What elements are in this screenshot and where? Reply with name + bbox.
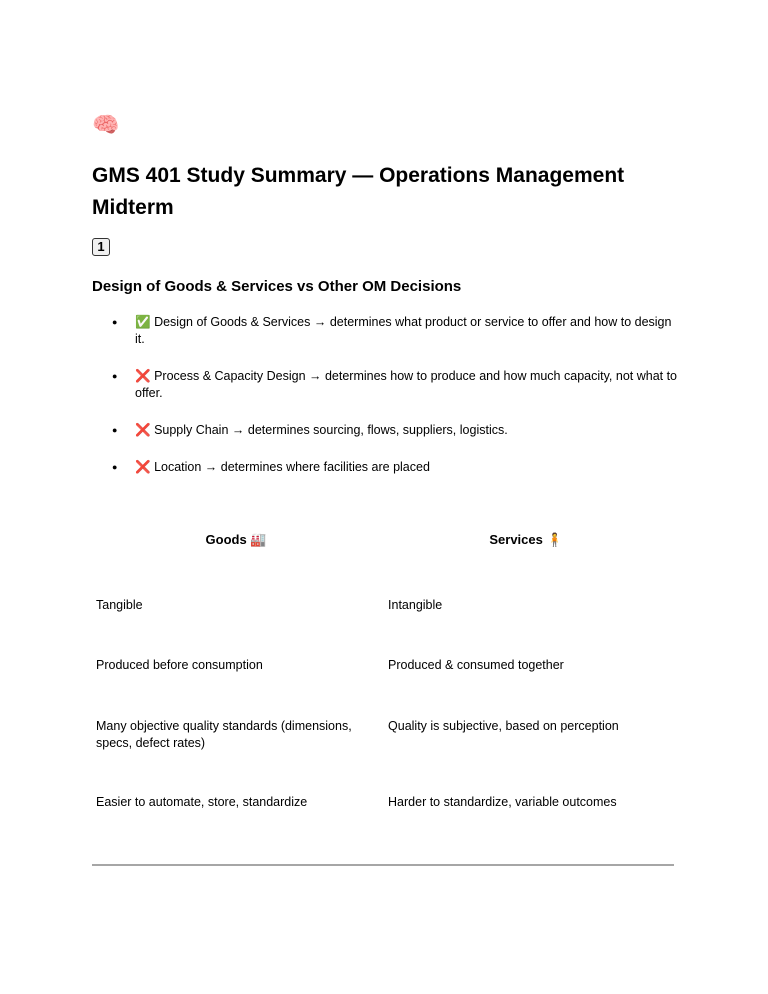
bullet-text: Supply Chain → determines sourcing, flows, suppliers, logistics. [154, 423, 508, 437]
page-title: GMS 401 Study Summary — Operations Management Midterm [92, 164, 625, 219]
table-cell-goods: Many objective quality standards (dimensions, specs, defect rates) [96, 719, 352, 750]
table-cell-goods: Tangible [96, 598, 143, 612]
brain-icon: 🧠 [92, 112, 120, 137]
cross-mark-icon: ❌ [135, 423, 151, 437]
header-goods: Goods 🏭 [205, 532, 267, 547]
cross-mark-icon: ❌ [135, 369, 151, 383]
table-row [92, 629, 672, 690]
section-heading: Design of Goods & Services vs Other OM Decisions [92, 278, 462, 295]
bullet-text: Location → determines where facilities are placed [154, 460, 430, 474]
check-mark-icon: ✅ [135, 315, 151, 329]
table-row [92, 690, 672, 768]
table-cell-services: Harder to standardize, variable outcomes [388, 795, 617, 809]
table-cell-goods: Produced before consumption [96, 658, 263, 672]
bullet-item-design [92, 314, 682, 348]
header-services: Services 🧍 [489, 532, 563, 547]
horizontal-divider [92, 864, 674, 866]
goods-vs-services-table [92, 512, 672, 814]
bullet-item-location [92, 459, 682, 476]
bullet-item-process [92, 368, 682, 402]
section-number-badge: 1 [92, 238, 110, 256]
table-row [92, 568, 672, 629]
cross-mark-icon: ❌ [135, 460, 151, 474]
table-header-row [92, 512, 672, 568]
table-cell-services: Produced & consumed together [388, 658, 564, 672]
table-cell-services: Intangible [388, 598, 443, 612]
decision-bullet-list [92, 314, 682, 496]
bullet-text: Process & Capacity Design → determines how to produce and how much capacity, not what to offer. [135, 369, 678, 400]
table-cell-services: Quality is subjective, based on perception [388, 719, 619, 733]
bullet-text: Design of Goods & Services → determines what product or service to offer and how to design it. [135, 315, 672, 346]
table-row [92, 768, 672, 814]
bullet-item-supply-chain [92, 422, 682, 439]
table-cell-goods: Easier to automate, store, standardize [96, 795, 308, 809]
